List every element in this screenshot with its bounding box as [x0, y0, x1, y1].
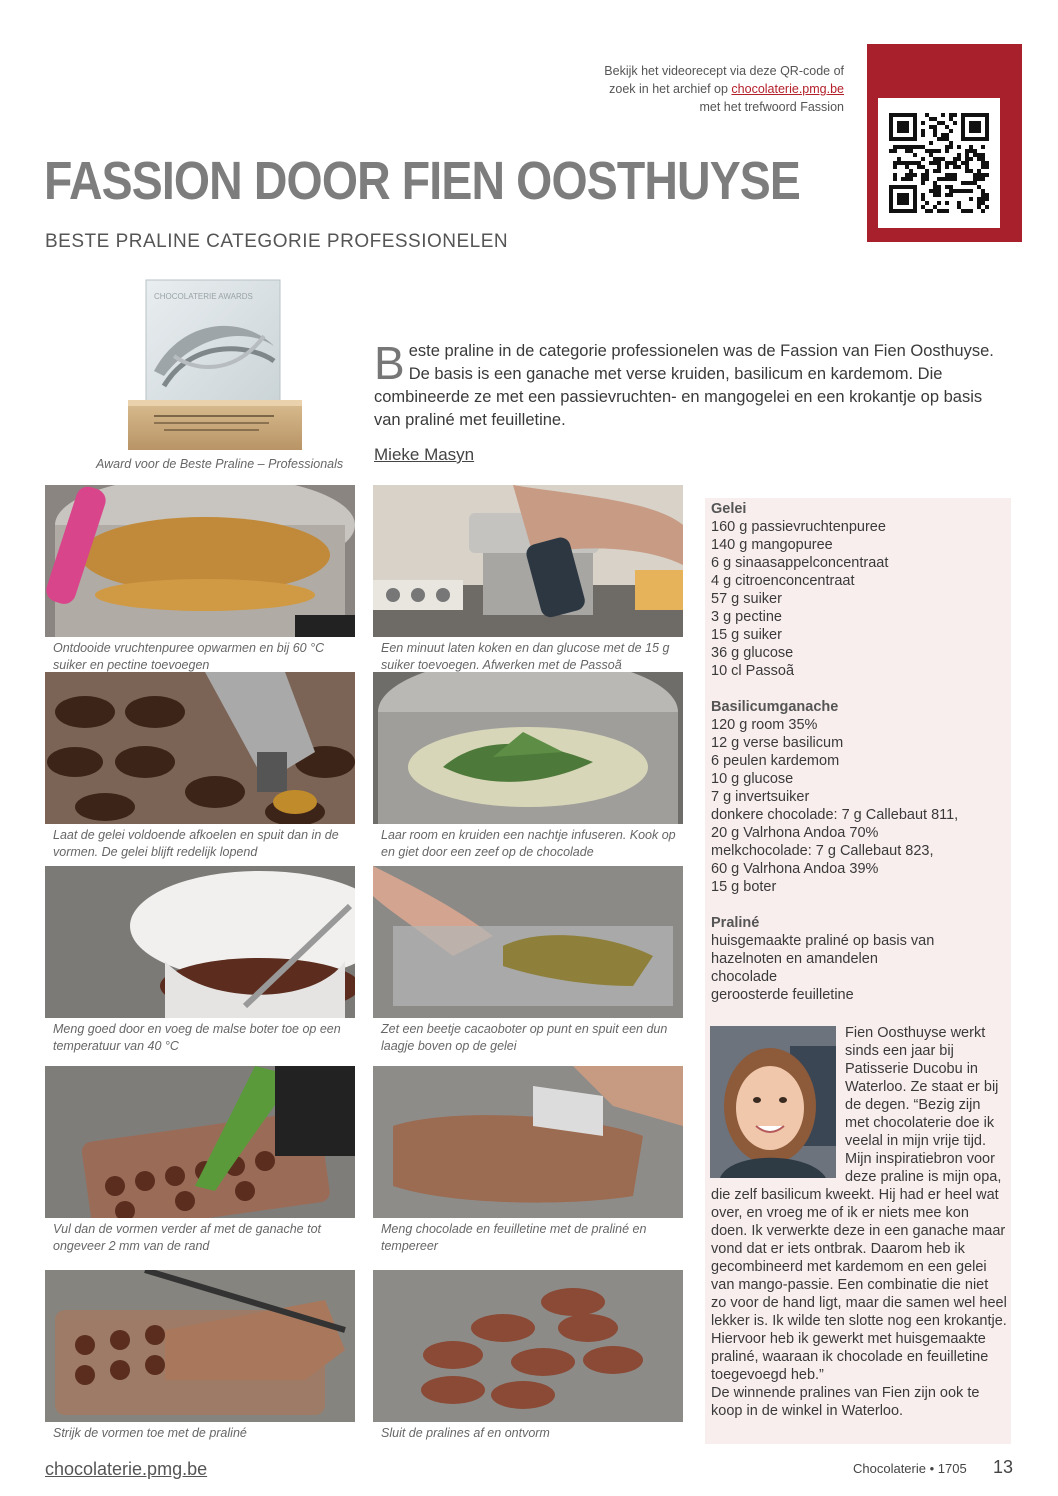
page-subtitle: BESTE PRALINE CATEGORIE PROFESSIONELEN — [45, 231, 509, 252]
ganache-ingredient: donkere chocolade: 7 g Callebaut 811, — [711, 807, 959, 823]
ganache-ingredient: melkchocolade: 7 g Callebaut 823, — [711, 843, 934, 859]
qr-panel — [867, 44, 1022, 242]
step-2 — [373, 485, 683, 674]
step-10 — [373, 1270, 683, 1442]
intro-paragraph — [374, 337, 1006, 432]
step-1 — [45, 485, 355, 674]
step-7 — [45, 1066, 355, 1255]
gelei-section — [711, 500, 1007, 680]
qr-line-1: Bekijk het videorecept via deze QR-code of — [604, 64, 844, 78]
step-1-photo — [45, 485, 355, 637]
gelei-ingredient: 3 g pectine — [711, 609, 782, 625]
award-plaque-text: CHOCOLATERIE AWARDS — [154, 292, 253, 301]
step-5-photo — [45, 866, 355, 1018]
ganache-title: Basilicumganache — [711, 699, 839, 715]
recipe-column — [711, 500, 1007, 1022]
step-10-caption: Sluit de pralines af en ontvorm — [381, 1426, 550, 1440]
recipe-panel — [705, 498, 1011, 1444]
praline-section — [711, 914, 1007, 1004]
ganache-ingredient: 60 g Valrhona Andoa 39% — [711, 861, 879, 877]
qr-line-2 — [560, 80, 844, 98]
intro-dropcap: B — [374, 337, 405, 389]
author-link[interactable]: Mieke Masyn — [374, 445, 475, 464]
ganache-ingredient: 12 g verse basilicum — [711, 735, 844, 751]
page-number: 13 — [993, 1457, 1014, 1477]
praline-ingredients — [711, 932, 1007, 1004]
qr-line-3: met het trefwoord Fassion — [699, 100, 844, 114]
chef-bio — [711, 1024, 1007, 1420]
ganache-ingredient: 20 g Valrhona Andoa 70% — [711, 825, 879, 841]
step-3-caption: Laat de gelei voldoende afkoelen en spuit dan in de vormen. De gelei blijft redelijk lopend — [53, 828, 339, 859]
page-title: FASSION DOOR FIEN OOSTHUYSE — [44, 151, 801, 211]
step-9-photo — [45, 1270, 355, 1422]
footer-site-link[interactable]: chocolaterie.pmg.be — [45, 1459, 208, 1479]
ganache-ingredient: 10 g glucose — [711, 771, 794, 787]
step-1-caption: Ontdooide vruchtenpuree opwarmen en bij 60 °C suiker en pectine toevoegen — [53, 641, 325, 672]
step-9-caption: Strijk de vormen toe met de praliné — [53, 1426, 247, 1440]
step-4 — [373, 672, 683, 861]
step-8 — [373, 1066, 683, 1255]
gelei-title: Gelei — [711, 501, 747, 517]
ganache-ingredient: 120 g room 35% — [711, 717, 818, 733]
qr-code-icon — [889, 111, 989, 215]
chef-bio-closing: De winnende pralines van Fien zijn ook te koop in de winkel in Waterloo. — [711, 1385, 980, 1419]
step-6 — [373, 866, 683, 1055]
gelei-ingredient: 10 cl Passoã — [711, 663, 795, 679]
step-7-photo — [45, 1066, 355, 1218]
step-6-caption: Zet een beetje cacaoboter op punt en spuit een dun laagje boven op de gelei — [381, 1022, 668, 1053]
qr-line-2-text: zoek in het archief op — [609, 82, 732, 96]
intro-text: este praline in de categorie professionelen was de Fassion van Fien Oosthuyse. De basis is een ganache met verse kruiden, basilicum en kardemom. Die combineerde ze met een passievruchten- en mangogelei en een krokantje op basis van praliné met feuilletine. — [374, 342, 994, 429]
step-9 — [45, 1270, 355, 1442]
archive-link[interactable]: chocolaterie.pmg.be — [731, 82, 844, 96]
gelei-ingredient: 15 g suiker — [711, 627, 782, 643]
award-caption: Award voor de Beste Praline – Professionals — [96, 457, 344, 471]
step-4-caption: Laar room en kruiden een nachtje infuseren. Kook op en giet door een zeef op de chocolade — [381, 828, 676, 859]
step-2-photo — [373, 485, 683, 637]
footer-issue: Chocolaterie • 1705 — [853, 1461, 967, 1476]
step-3 — [45, 672, 355, 861]
praline-ingredient: hazelnoten en amandelen — [711, 951, 878, 967]
gelei-ingredient: 160 g passievruchtenpuree — [711, 519, 886, 535]
gelei-ingredient: 140 g mangopuree — [711, 537, 833, 553]
gelei-ingredient: 4 g citroenconcentraat — [711, 573, 855, 589]
step-8-caption: Meng chocolade en feuilletine met de praliné en tempereer — [381, 1222, 647, 1253]
step-6-photo — [373, 866, 683, 1018]
gelei-ingredient: 57 g suiker — [711, 591, 782, 607]
step-5 — [45, 866, 355, 1055]
chef-bio-text: Fien Oosthuyse werkt sinds een jaar bij Patisserie Ducobu in Waterloo. Ze staat er bij de degen. “Bezig zijn met chocolaterie doe ik veelal in mijn vrije tijd. Mijn inspiratiebron voor deze praline is mijn opa, die zelf basilicum kweekt. Hij had er heel wat over, en vroeg me of ik er niets mee kon doen. Ik verwerkte deze in een ganache maar vond dat er iets ontbrak. Daarom heb ik gecombineerd met kardemom en een gelei van mango-passie. Een combinatie die niet zo voor de hand ligt, maar die samen wel heel lekker is. Ik wilde ten slotte nog een krokantje. Hiervoor heb ik gewerkt met huisgemaakte praliné, waaraan ik chocolade en feuilletine toegevoegd heb.” — [711, 1025, 1007, 1383]
gelei-ingredient: 36 g glucose — [711, 645, 794, 661]
ganache-ingredient: 6 peulen kardemom — [711, 753, 840, 769]
step-5-caption: Meng goed door en voeg de malse boter toe op een temperatuur van 40 °C — [53, 1022, 341, 1053]
praline-title: Praliné — [711, 915, 760, 931]
praline-ingredient: chocolade — [711, 969, 778, 985]
step-10-photo — [373, 1270, 683, 1422]
gelei-ingredients — [711, 518, 1007, 680]
praline-ingredient: geroosterde feuilletine — [711, 987, 854, 1003]
step-2-caption: Een minuut laten koken en dan glucose met de 15 g suiker toevoegen. Afwerken met de Passoã — [381, 641, 670, 672]
step-7-caption: Vul dan de vormen verder af met de ganache tot ongeveer 2 mm van de rand — [53, 1222, 321, 1253]
step-8-photo — [373, 1066, 683, 1218]
award-image — [124, 276, 314, 454]
ganache-ingredient: 15 g boter — [711, 879, 777, 895]
qr-instructions — [560, 62, 844, 116]
praline-ingredient: huisgemaakte praliné op basis van — [711, 933, 935, 949]
step-3-photo — [45, 672, 355, 824]
qr-code[interactable] — [878, 98, 1000, 228]
step-4-photo — [373, 672, 683, 824]
gelei-ingredient: 6 g sinaasappelconcentraat — [711, 555, 889, 571]
ganache-ingredient: 7 g invertsuiker — [711, 789, 810, 805]
ganache-ingredients — [711, 716, 1007, 896]
ganache-section — [711, 698, 1007, 896]
